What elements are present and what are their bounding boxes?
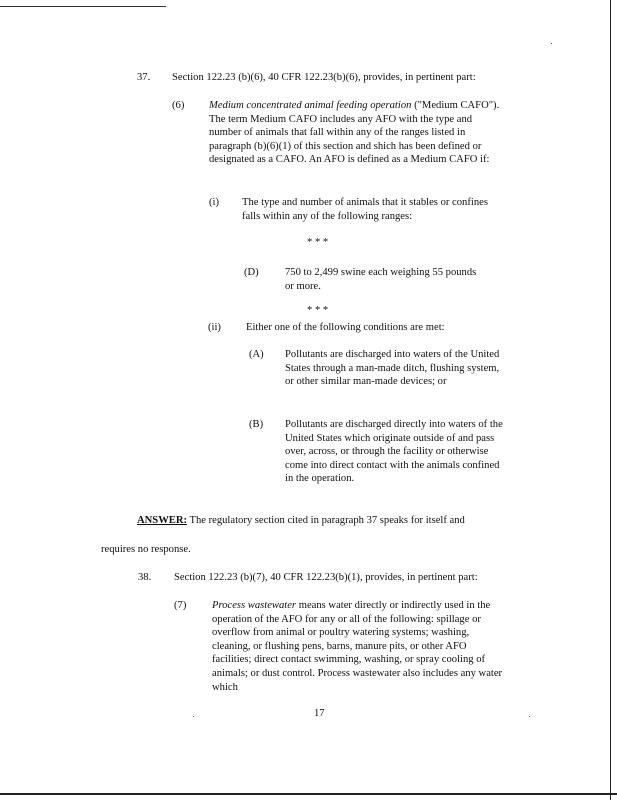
item-B-number: (B): [249, 419, 264, 430]
item-D-text: 750 to 2,499 swine each weighing 55 pounds or more.: [285, 267, 477, 292]
para-37-intro: Section 122.23 (b)(6), 40 CFR 122.23(b)(6), provides, in pertinent part:: [172, 72, 476, 83]
item-i-text: The type and number of animals that it stables or confines falls within any of the following ranges:: [242, 197, 488, 222]
para-38-intro: Section 122.23 (b)(7), 40 CFR 122.23(b)(1), provides, in pertinent part:: [174, 572, 478, 583]
sub-6-body: ("Medium CAFO"). The term Medium CAFO includes any AFO with the type and number of animals that fall within any of the ranges listed in paragraph (b)(6)(1) of this section and shich has been defined or designated as a CAFO. An AFO is defined as a Medium CAFO if:: [209, 100, 500, 166]
scan-right-edge: [610, 0, 611, 800]
sub-7-number: (7): [174, 600, 187, 611]
scan-bottom-edge: [0, 793, 617, 795]
item-B-text: Pollutants are discharged directly into waters of the United States which originate outside of and pass over, across, or through the facility or otherwise come into direct contact with the animals confined in the operation.: [285, 419, 503, 485]
page-number: 17: [314, 708, 325, 719]
sub-6-number: (6): [172, 100, 185, 111]
ellipsis-stars-2: * * *: [307, 305, 329, 316]
ellipsis-stars-1: * * *: [307, 237, 329, 248]
top-rule: [0, 6, 166, 7]
sub-6-text: [209, 99, 501, 167]
item-ii-text: Either one of the following conditions are met:: [246, 322, 445, 333]
para-37-number: 37.: [137, 72, 151, 83]
item-A-number: (A): [249, 349, 264, 360]
scan-speck: [529, 716, 530, 717]
scan-speck: [193, 716, 194, 717]
item-D-number: (D): [244, 267, 259, 278]
term-process-wastewater: Process wastewater: [212, 600, 297, 611]
item-A-text: Pollutants are discharged into waters of the United States through a man-made ditch, flushing system, or other similar man-made devices; or: [285, 349, 500, 388]
answer-text-1: The regulatory section cited in paragraph 37 speaks for itself and: [187, 515, 465, 526]
answer-line: [137, 514, 465, 528]
term-medium-cafo: Medium concentrated animal feeding operation: [209, 100, 412, 111]
para-38-number: 38.: [138, 572, 152, 583]
scan-speck: [551, 43, 552, 44]
item-i-number: (i): [209, 197, 219, 208]
item-ii-number: (ii): [208, 322, 221, 333]
sub-7-text: [212, 599, 508, 694]
sub-7-body: means water directly or indirectly used in the operation of the AFO for any or all of the following: spillage or overflow from animal or poultry watering systems; washing, cleaning, or flushing pens, barns, manure pits, or other AFO facilities; direct contact swimming, washing, or spray cooling of animals; or dust control. Process wastewater also includes any water which: [212, 600, 503, 693]
answer-text-2: requires no response.: [101, 544, 191, 555]
answer-label: ANSWER:: [137, 515, 188, 526]
